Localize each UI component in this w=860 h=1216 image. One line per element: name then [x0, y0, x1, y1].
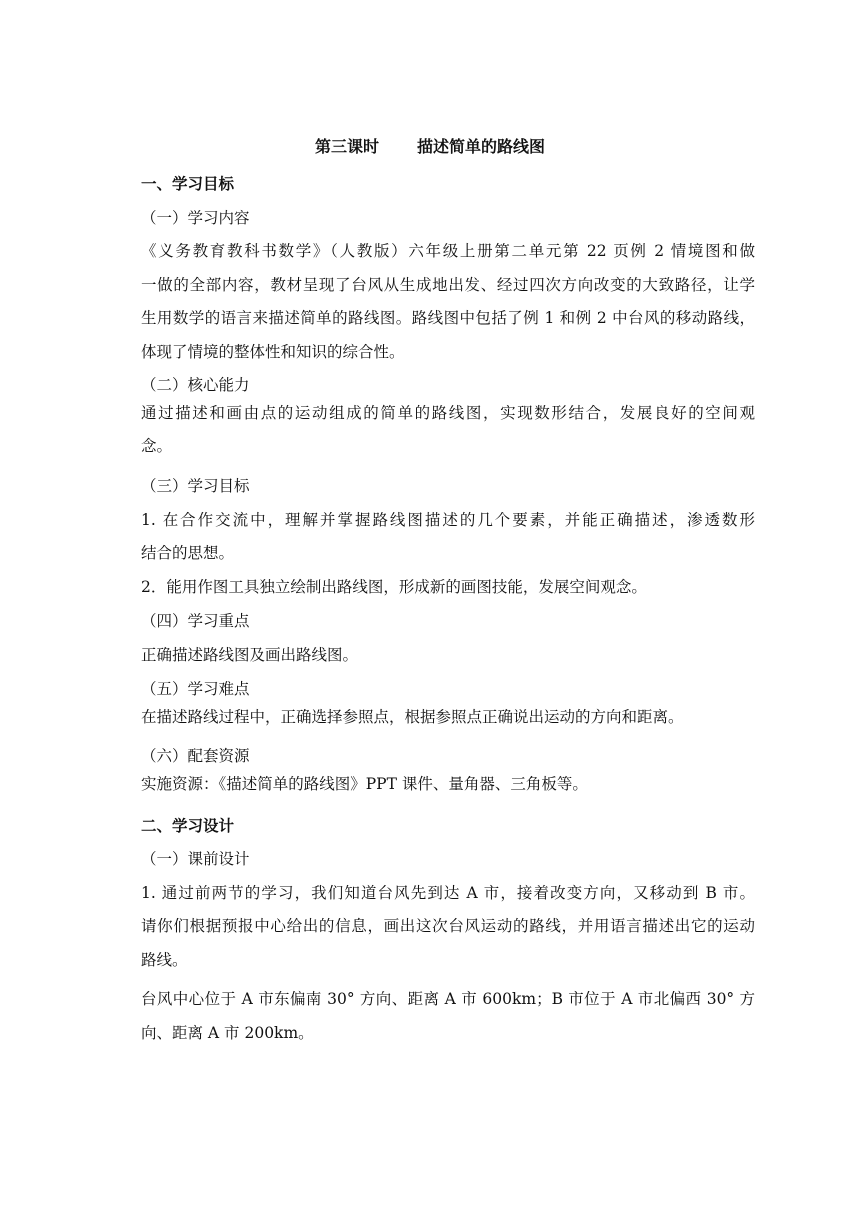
subheading-core-ability: （二）核心能力 [141, 376, 250, 394]
subheading-key-points: （四）学习重点 [141, 612, 250, 630]
section-heading-learning-design: 二、学习设计 [141, 817, 235, 835]
subheading-learning-objectives: （三）学习目标 [141, 477, 250, 495]
lesson-name: 描述简单的路线图 [417, 137, 546, 156]
ability-paragraph-line-1: 通过描述和画由点的运动组成的简单的路线图，实现数形结合，发展良好的空间观 [141, 404, 755, 422]
typhoon-info-line-2: 向、距离 A 市 200km。 [141, 1024, 314, 1042]
subheading-difficulties: （五）学习难点 [141, 680, 250, 698]
ability-paragraph-line-2: 念。 [141, 437, 173, 455]
objective-1-line-1: 1. 在合作交流中，理解并掌握路线图描述的几个要素，并能正确描述，渗透数形 [141, 511, 755, 529]
lesson-number: 第三课时 [314, 137, 379, 156]
content-paragraph-line-3: 生用数学的语言来描述简单的路线图。路线图中包括了例 1 和例 2 中台风的移动路线， [141, 309, 755, 327]
pre-class-line-1: 1. 通过前两节的学习，我们知道台风先到达 A 市，接着改变方向，又移动到 B 市。 [141, 884, 755, 902]
lesson-title [0, 137, 860, 157]
subheading-pre-class-design: （一）课前设计 [141, 850, 250, 868]
difficulties-text: 在描述路线过程中，正确选择参照点，根据参照点正确说出运动的方向和距离。 [141, 708, 684, 726]
subheading-learning-content: （一）学习内容 [141, 209, 250, 227]
objective-2: 2．能用作图工具独立绘制出路线图，形成新的画图技能，发展空间观念。 [141, 578, 647, 596]
key-points-text: 正确描述路线图及画出路线图。 [141, 646, 359, 664]
section-heading-learning-goals: 一、学习目标 [141, 175, 235, 193]
objective-1-line-2: 结合的思想。 [141, 544, 235, 562]
resources-text: 实施资源：《描述简单的路线图》PPT 课件、量角器、三角板等。 [141, 775, 588, 793]
content-paragraph-line-2: 一做的全部内容，教材呈现了台风从生成地出发、经过四次方向改变的大致路径，让学 [141, 276, 755, 294]
pre-class-line-3: 路线。 [141, 951, 188, 969]
typhoon-info-line-1: 台风中心位于 A 市东偏南 30° 方向、距离 A 市 600km；B 市位于 A 市北偏西 30° 方 [141, 990, 755, 1008]
content-paragraph-line-1: 《义务教育教科书数学》（人教版）六年级上册第二单元第 22 页例 2 情境图和做 [141, 242, 755, 260]
subheading-resources: （六）配套资源 [141, 747, 250, 765]
pre-class-line-2: 请你们根据预报中心给出的信息，画出这次台风运动的路线，并用语言描述出它的运动 [141, 917, 755, 935]
content-paragraph-line-4: 体现了情境的整体性和知识的综合性。 [141, 343, 405, 361]
